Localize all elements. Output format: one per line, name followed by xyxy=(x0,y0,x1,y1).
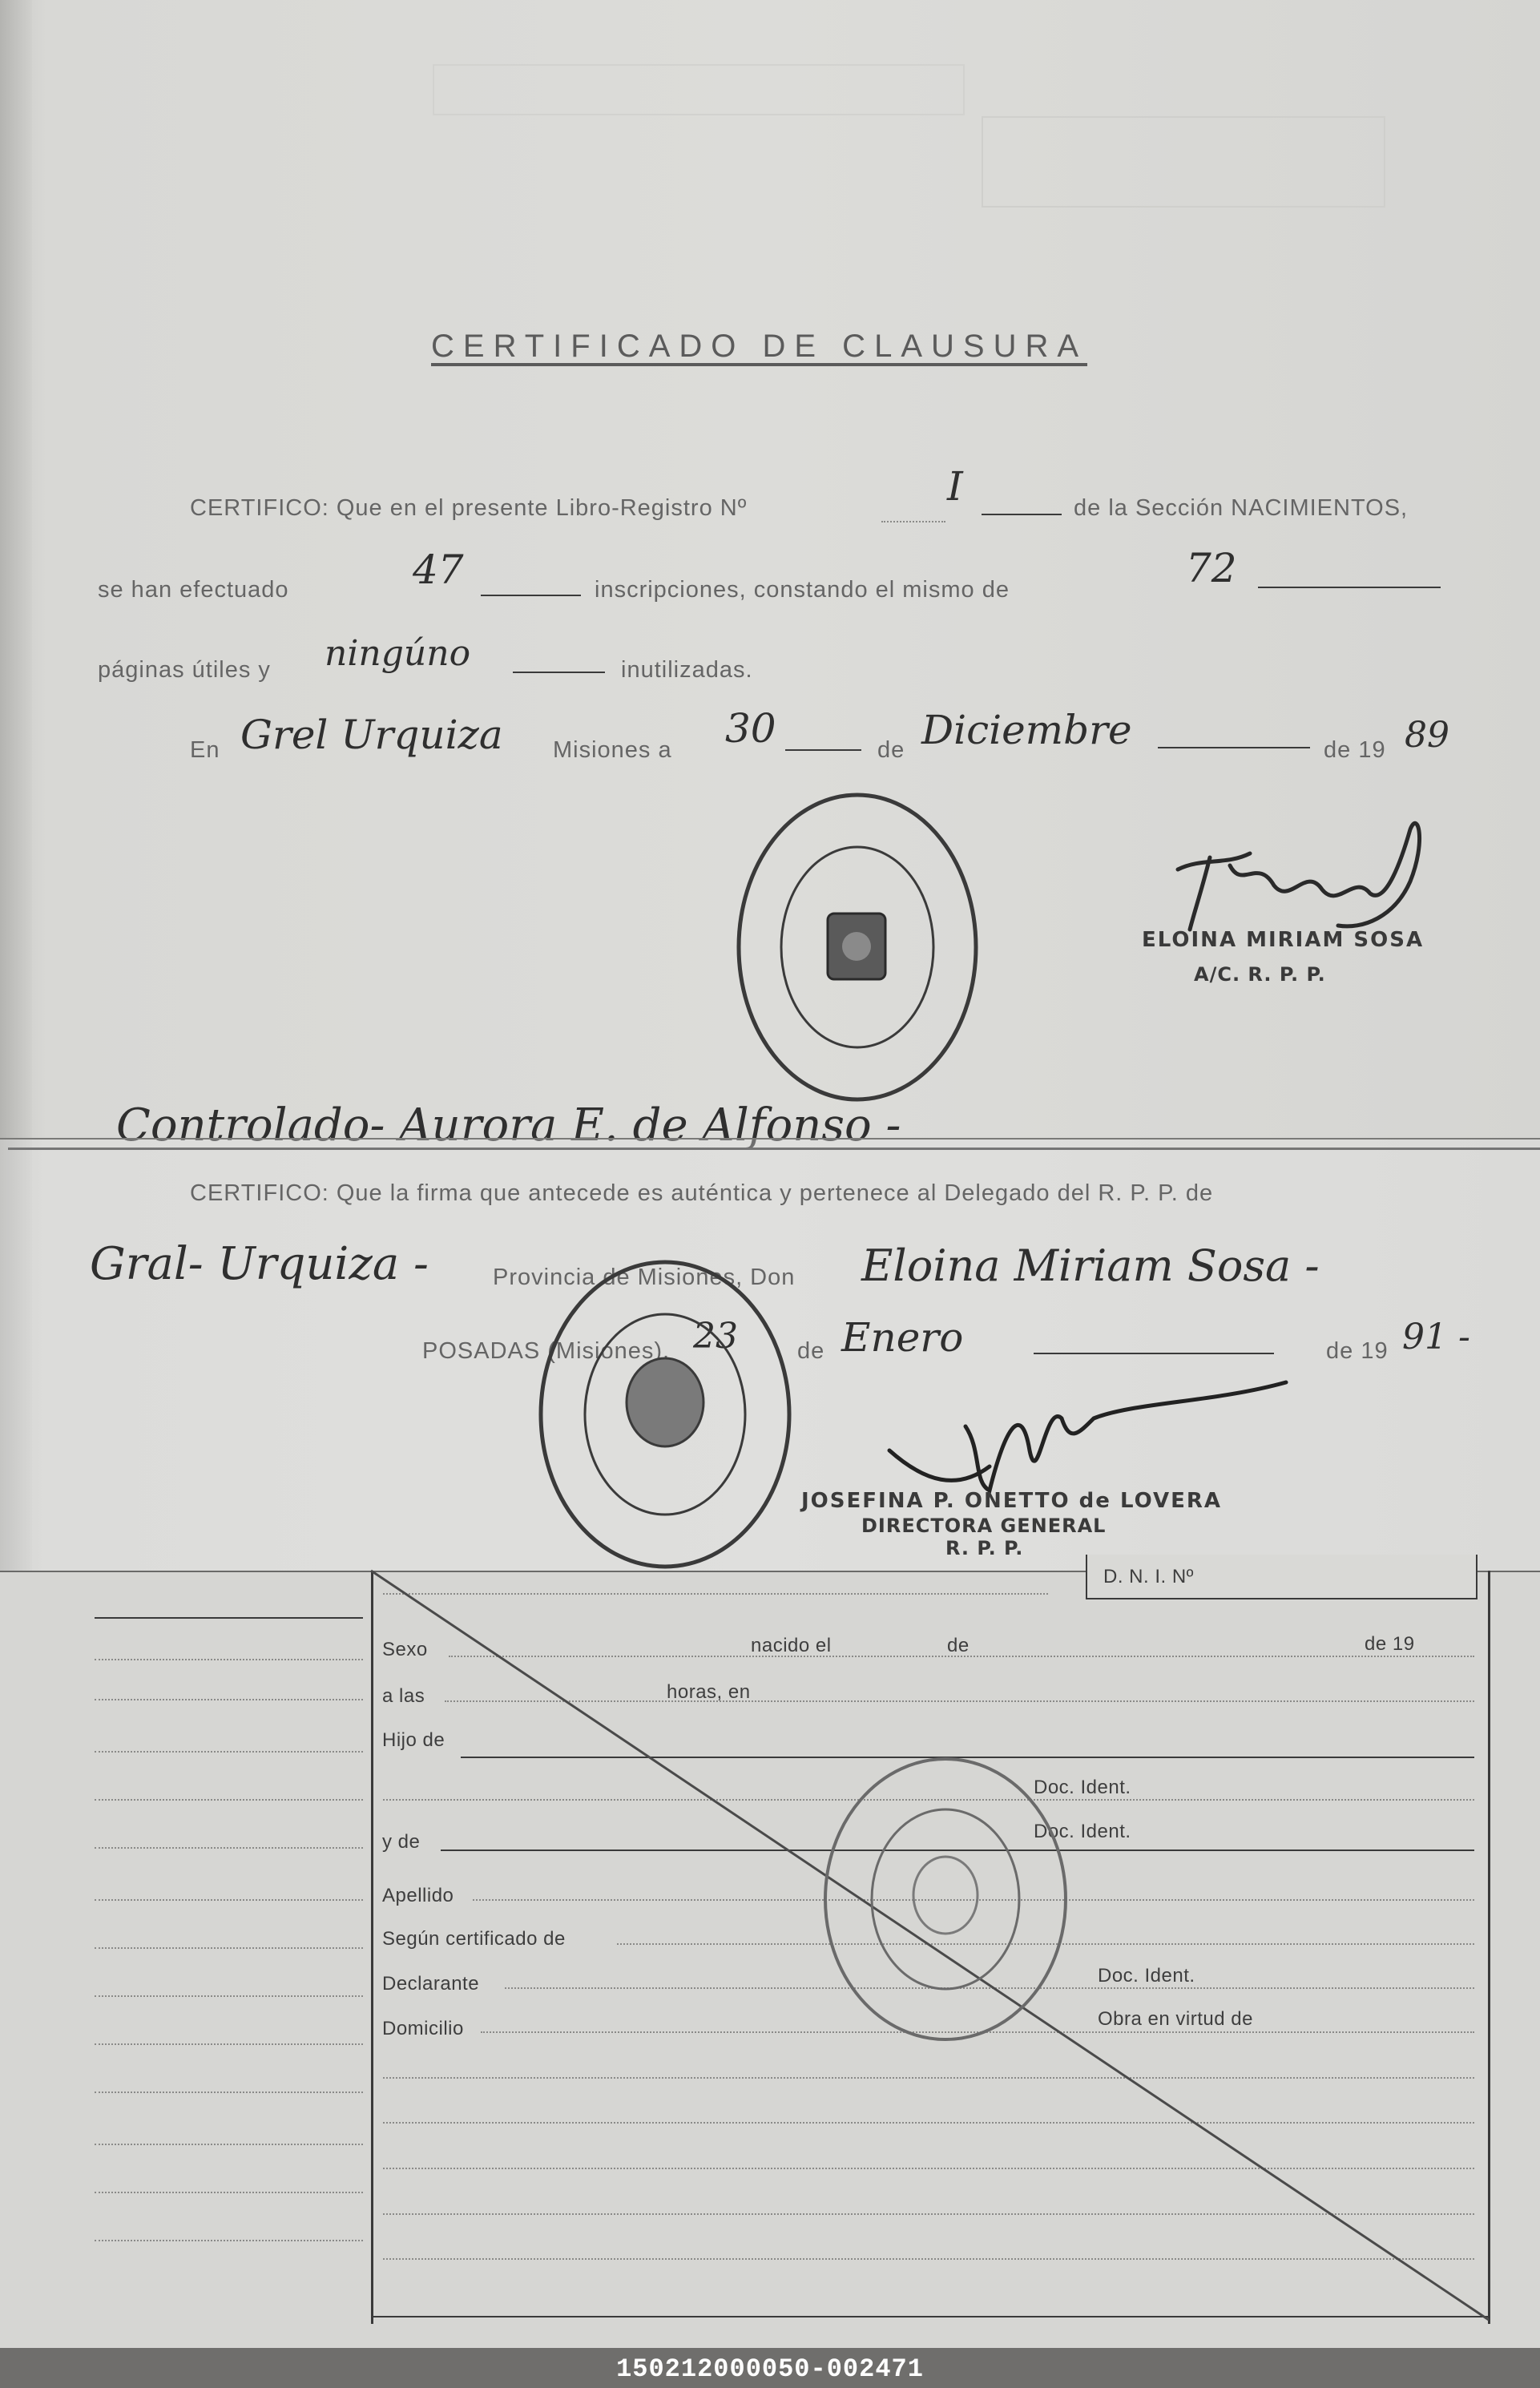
document-title: CERTIFICADO DE CLAUSURA xyxy=(431,329,1088,364)
fill-line xyxy=(1258,587,1441,588)
handwritten-pages-count: 72 xyxy=(1186,545,1237,591)
fill-line xyxy=(785,749,861,751)
margin-row xyxy=(95,2092,363,2093)
fill-line xyxy=(1158,747,1310,748)
handwritten-day: 30 xyxy=(725,705,776,752)
sec2-line3-de: de xyxy=(797,1338,825,1364)
handwritten-unused-pages: ningúno xyxy=(325,633,471,674)
fill-line xyxy=(513,672,605,673)
margin-row xyxy=(95,1799,363,1801)
margin-row xyxy=(95,1847,363,1849)
sec2-line3-year-prefix: de 19 xyxy=(1326,1338,1389,1364)
form-doc-ident-1: Doc. Ident. xyxy=(1034,1777,1131,1798)
margin-row xyxy=(95,1947,363,1949)
official-seal-3 xyxy=(817,1751,1074,2047)
form-de: de xyxy=(947,1635,970,1656)
form-a-las: a las xyxy=(382,1685,425,1707)
form-obra: Obra en virtud de xyxy=(1098,2008,1253,2030)
margin-row xyxy=(95,1659,363,1660)
margin-row xyxy=(95,2192,363,2193)
official-seal-1 xyxy=(733,789,982,1106)
form-sexo: Sexo xyxy=(382,1639,428,1660)
handwritten-book-number: I xyxy=(947,463,963,510)
sec1-line1-end: de la Sección NACIMIENTOS, xyxy=(1074,495,1409,521)
handwritten-year-2: 91 - xyxy=(1402,1317,1470,1357)
margin-row xyxy=(95,2144,363,2145)
margin-row xyxy=(95,1699,363,1700)
bleed-through-box xyxy=(433,64,965,115)
dni-label: D. N. I. Nº xyxy=(1103,1566,1194,1587)
form-segun: Según certificado de xyxy=(382,1928,566,1950)
handwritten-year: 89 xyxy=(1405,715,1449,756)
sec1-line3-text: páginas útiles y xyxy=(98,657,271,683)
form-y-de: y de xyxy=(382,1831,421,1853)
signatory-2-title: DIRECTORA GENERAL xyxy=(861,1515,1107,1537)
margin-row xyxy=(95,2240,363,2241)
sec1-line4-de: de xyxy=(877,737,905,763)
form-horas-en: horas, en xyxy=(667,1681,751,1703)
handwritten-place: Grel Urquiza xyxy=(240,712,503,758)
margin-row xyxy=(95,2043,363,2045)
handwritten-delegate-name: Eloina Miriam Sosa - xyxy=(861,1240,1320,1291)
form-apellido: Apellido xyxy=(382,1885,454,1906)
form-domicilio: Domicilio xyxy=(382,2018,464,2039)
sec1-line2-text: se han efectuado xyxy=(98,577,289,603)
sec2-line2-text: Provincia de Misiones, Don xyxy=(493,1265,796,1290)
bleed-through-box xyxy=(982,116,1385,208)
sec1-line4-year-prefix: de 19 xyxy=(1324,737,1386,763)
handwritten-month-2: Enero xyxy=(841,1314,964,1361)
signatory-1-name: ELOINA MIRIAM SOSA xyxy=(1142,928,1425,952)
handwritten-month: Diciembre xyxy=(921,707,1132,753)
fill-line xyxy=(481,595,581,596)
official-seal-2 xyxy=(533,1254,797,1575)
signatory-2-name: JOSEFINA P. ONETTO de LOVERA xyxy=(801,1489,1223,1513)
signatory-2-org: R. P. P. xyxy=(945,1537,1024,1559)
signatory-1-title: A/C. R. P. P. xyxy=(1194,963,1326,986)
margin-row xyxy=(95,1995,363,1997)
sec1-line2-mid: inscripciones, constando el mismo de xyxy=(595,577,1010,603)
sec1-line4-en: En xyxy=(190,737,220,763)
fill-line xyxy=(1034,1353,1274,1354)
handwritten-inscriptions-count: 47 xyxy=(413,547,464,593)
sec1-line3-end: inutilizadas. xyxy=(621,657,753,683)
form-declarante: Declarante xyxy=(382,1973,480,1995)
sec2-line1-text: CERTIFICO: Que la firma que antecede es auténtica y pertenece al Delegado del R. P. P. de xyxy=(190,1180,1214,1206)
handwritten-controlled-note: Controlado- Aurora E. de Alfonso - xyxy=(116,1099,901,1152)
scan-footer xyxy=(0,2348,1540,2388)
margin-row xyxy=(95,1751,363,1753)
margin-row xyxy=(95,1899,363,1901)
fill-line xyxy=(982,514,1062,515)
form-hijo-de: Hijo de xyxy=(382,1729,445,1751)
form-nacido-el: nacido el xyxy=(751,1635,832,1656)
sec1-line4-misiones: Misiones a xyxy=(553,737,672,763)
handwritten-place-2: Gral- Urquiza - xyxy=(90,1238,429,1290)
document-id: 150212000050-002471 xyxy=(616,2354,924,2384)
margin-line xyxy=(95,1617,363,1619)
sec1-line1-text: CERTIFICO: Que en el presente Libro-Registro Nº xyxy=(190,495,748,521)
form-de19: de 19 xyxy=(1365,1633,1415,1655)
handwritten-day-2: 23 xyxy=(693,1316,738,1357)
signature-2-drawing xyxy=(877,1370,1326,1507)
blank-dots xyxy=(881,521,945,522)
form-doc-ident-3: Doc. Ident. xyxy=(1098,1965,1195,1987)
sec2-line3-text: POSADAS (Misiones), xyxy=(422,1338,671,1364)
form-doc-ident-2: Doc. Ident. xyxy=(1034,1821,1131,1842)
